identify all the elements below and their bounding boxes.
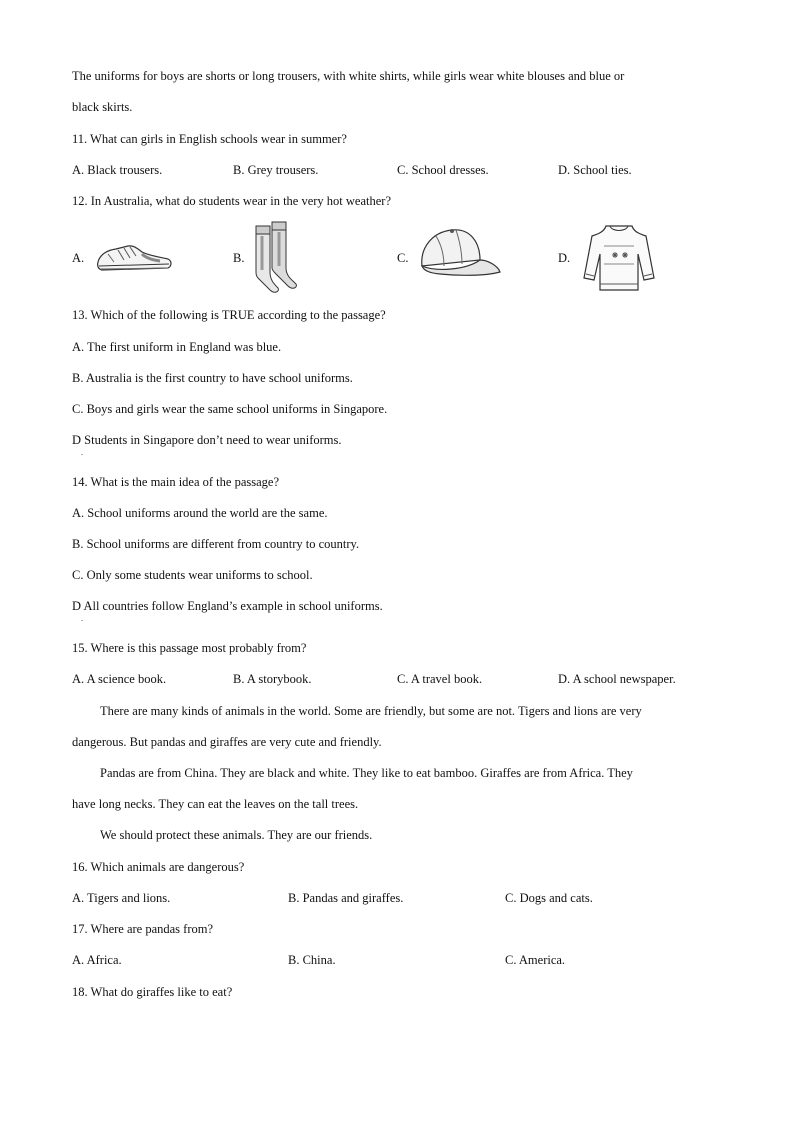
q16-option-c: C. Dogs and cats. — [505, 891, 593, 905]
intro-line-1: The uniforms for boys are shorts or long trousers, with white shirts, while girls wear white blouses and blue or — [72, 69, 625, 83]
q16-option-b: B. Pandas and giraffes. — [288, 891, 404, 905]
q14-d-mark: . — [81, 614, 83, 623]
passage2-p3-line1: We should protect these animals. They are our friends. — [100, 828, 373, 842]
question-16: 16. Which animals are dangerous? — [72, 860, 245, 874]
question-12: 12. In Australia, what do students wear in the very hot weather? — [72, 194, 392, 208]
passage2-p1-line1: There are many kinds of animals in the world. Some are friendly, but some are not. Tigers and lions are very — [100, 704, 642, 718]
passage2-p1-line2: dangerous. But pandas and giraffes are very cute and friendly. — [72, 735, 382, 749]
q15-option-b: B. A storybook. — [233, 672, 312, 686]
q12-label-a: A. — [72, 251, 85, 265]
intro-line-2: black skirts. — [72, 100, 133, 114]
q17-option-c: C. America. — [505, 953, 566, 967]
q11-option-b: B. Grey trousers. — [233, 163, 319, 177]
q11-option-d: D. School ties. — [558, 163, 632, 177]
question-17: 17. Where are pandas from? — [72, 922, 214, 936]
q14-option-d: D All countries follow England’s example in school uniforms. — [72, 599, 383, 613]
passage2-p2-line1: Pandas are from China. They are black and white. They like to eat bamboo. Giraffes are from Africa. They — [100, 766, 633, 780]
q14-option-b: B. School uniforms are different from country to country. — [72, 537, 360, 551]
question-18: 18. What do giraffes like to eat? — [72, 985, 233, 999]
q13-option-d: D Students in Singapore don’t need to wear uniforms. — [72, 433, 342, 447]
q12-picture-options — [0, 218, 794, 298]
q14-option-c: C. Only some students wear uniforms to school. — [72, 568, 313, 582]
sweater-image — [580, 222, 658, 294]
sneaker-image — [94, 240, 174, 276]
q17-option-b: B. China. — [288, 953, 336, 967]
q13-option-c: C. Boys and girls wear the same school uniforms in Singapore. — [72, 402, 388, 416]
q17-option-a: A. Africa. — [72, 953, 122, 967]
q15-option-c: C. A travel book. — [397, 672, 483, 686]
socks-image — [252, 220, 302, 294]
q16-option-a: A. Tigers and lions. — [72, 891, 171, 905]
question-11: 11. What can girls in English schools wear in summer? — [72, 132, 347, 146]
question-15: 15. Where is this passage most probably from? — [72, 641, 307, 655]
q14-option-a: A. School uniforms around the world are the same. — [72, 506, 328, 520]
question-13: 13. Which of the following is TRUE according to the passage? — [72, 308, 386, 322]
question-14: 14. What is the main idea of the passage? — [72, 475, 279, 489]
cap-image — [416, 226, 502, 280]
q13-option-a: A. The first uniform in England was blue. — [72, 340, 282, 354]
q12-label-d: D. — [558, 251, 571, 265]
q11-option-a: A. Black trousers. — [72, 163, 163, 177]
q13-option-b: B. Australia is the first country to have school uniforms. — [72, 371, 353, 385]
q15-option-a: A. A science book. — [72, 672, 167, 686]
q11-option-c: C. School dresses. — [397, 163, 489, 177]
q12-label-b: B. — [233, 251, 245, 265]
q12-label-c: C. — [397, 251, 409, 265]
passage2-p2-line2: have long necks. They can eat the leaves on the tall trees. — [72, 797, 359, 811]
q13-d-mark: . — [81, 448, 83, 457]
q15-option-d: D. A school newspaper. — [558, 672, 676, 686]
